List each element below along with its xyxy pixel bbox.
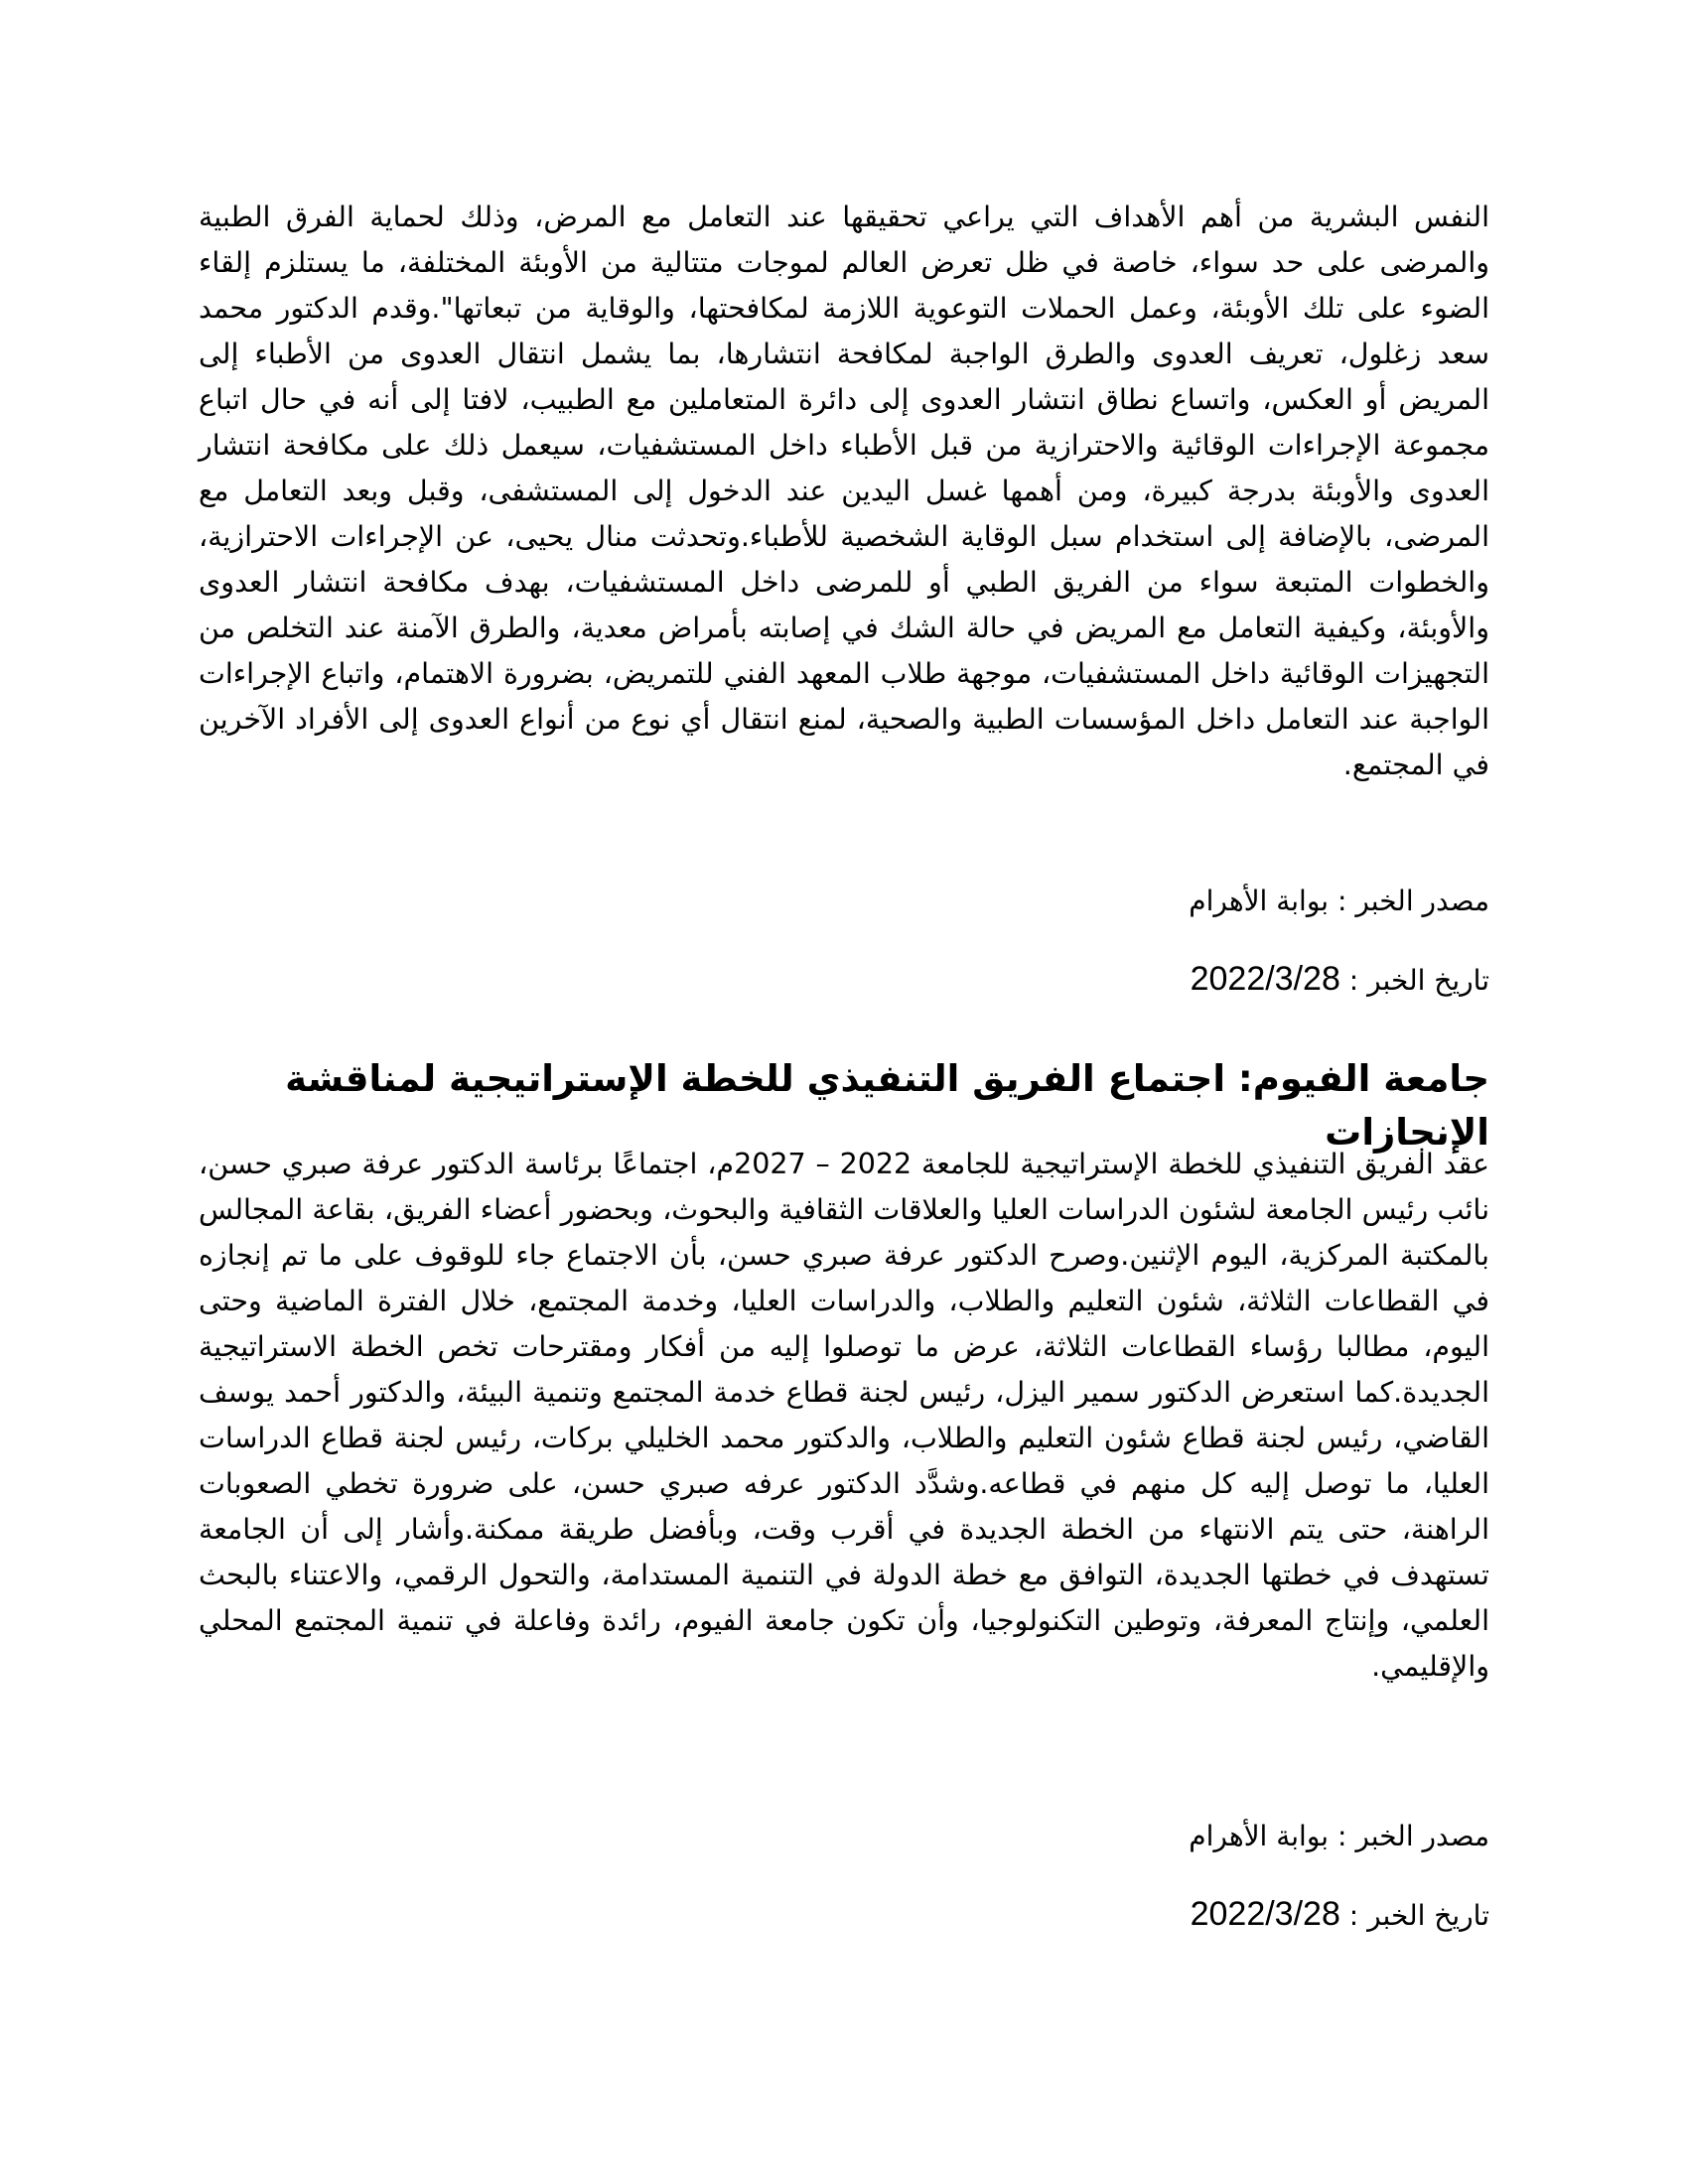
article-2-body: عقد الفريق التنفيذي للخطة الإستراتيجية للجامعة 2022 – 2027م، اجتماعًا برئاسة الدكتور عرفة صبري حسن، نائب رئيس الجامعة لشئون الدراسات العليا والعلاقات الثقافية والبحوث، وبحضور أعضاء الفريق، بقاعة المجالس بالمكتبة المركزية، اليوم الإثنين.وصرح الدكتور عرفة صبري حسن، بأن الاجتماع جاء للوقوف على ما تم إنجازه في القطاعات الثلاثة، شئون التعليم والطلاب، والدراسات العليا، وخدمة المجتمع، خلال الفترة الماضية وحتى اليوم، مطالبا رؤساء القطاعات الثلاثة، عرض ما توصلوا إليه من أفكار ومقترحات تخص الخطة الاستراتيجية الجديدة.كما استعرض الدكتور سمير اليزل، رئيس لجنة قطاع خدمة المجتمع وتنمية البيئة، والدكتور أحمد يوسف القاضي، رئيس لجنة قطاع شئون التعليم والطلاب، والدكتور محمد الخليلي بركات، رئيس لجنة قطاع الدراسات العليا، ما توصل إليه كل منهم في قطاعه.وشدَّد الدكتور عرفه صبري حسن، على ضرورة تخطي الصعوبات الراهنة، حتى يتم الانتهاء من الخطة الجديدة في أقرب وقت، وبأفضل طريقة ممكنة.وأشار إلى أن الجامعة تستهدف في خطتها الجديدة، التوافق مع خطة الدولة في التنمية المستدامة، والتحول الرقمي، والاعتناء بالبحث العلمي، وإنتاج المعرفة، وتوطين التكنولوجيا، وأن تكون جامعة الفيوم، رائدة وفاعلة في تنمية المجتمع المحلي والإقليمي. [199, 1148, 1489, 1683]
article-1 [199, 195, 1489, 788]
article-2 [199, 1142, 1489, 1690]
article-2-date [199, 1894, 1489, 1936]
article-1-date [199, 959, 1489, 1001]
source-label: مصدر الخبر : [1336, 885, 1489, 917]
date-label: تاريخ الخبر : [1348, 964, 1489, 997]
article-title: جامعة الفيوم: اجتماع الفريق التنفيذي للخطة الإستراتيجية لمناقشة الإنجازات [285, 1057, 1489, 1154]
date-value: 2022/3/28 [1190, 960, 1340, 998]
date-label: تاريخ الخبر : [1348, 1899, 1489, 1932]
source-value: بوابة الأهرام [1189, 1820, 1330, 1852]
article-1-source [199, 882, 1489, 921]
article-1-body: النفس البشرية من أهم الأهداف التي يراعي تحقيقها عند التعامل مع المرض، وذلك لحماية الفرق الطبية والمرضى على حد سواء، خاصة في ظل تعرض العالم لموجات متتالية من الأوبئة المختلفة، ما يستلزم إلقاء الضوء على تلك الأوبئة، وعمل الحملات التوعوية اللازمة لمكافحتها، والوقاية من تبعاتها".وقدم الدكتور محمد سعد زغلول، تعريف العدوى والطرق الواجبة لمكافحة انتشارها، بما يشمل انتقال العدوى من الأطباء إلى المريض أو العكس، واتساع نطاق انتشار العدوى إلى دائرة المتعاملين مع الطبيب، لافتا إلى أنه في حال اتباع مجموعة الإجراءات الوقائية والاحترازية من قبل الأطباء داخل المستشفيات، سيعمل ذلك على مكافحة انتشار العدوى والأوبئة بدرجة كبيرة، ومن أهمها غسل اليدين عند الدخول إلى المستشفى، وقبل وبعد التعامل مع المرضى، بالإضافة إلى استخدام سبل الوقاية الشخصية للأطباء.وتحدثت منال يحيى، عن الإجراءات الاحترازية، والخطوات المتبعة سواء من الفريق الطبي أو للمرضى داخل المستشفيات، بهدف مكافحة انتشار العدوى والأوبئة، وكيفية التعامل مع المريض في حالة الشك في إصابته بأمراض معدية، والطرق الآمنة عند التخلص من التجهيزات الوقائية داخل المستشفيات، موجهة طلاب المعهد الفني للتمريض، بضرورة الاهتمام، واتباع الإجراءات الواجبة عند التعامل داخل المؤسسات الطبية والصحية، لمنع انتقال أي نوع من أنواع العدوى إلى الأفراد الآخرين في المجتمع. [199, 201, 1489, 781]
source-value: بوابة الأهرام [1189, 885, 1330, 917]
date-value: 2022/3/28 [1190, 1895, 1340, 1933]
article-2-source [199, 1817, 1489, 1856]
source-label: مصدر الخبر : [1336, 1820, 1489, 1852]
